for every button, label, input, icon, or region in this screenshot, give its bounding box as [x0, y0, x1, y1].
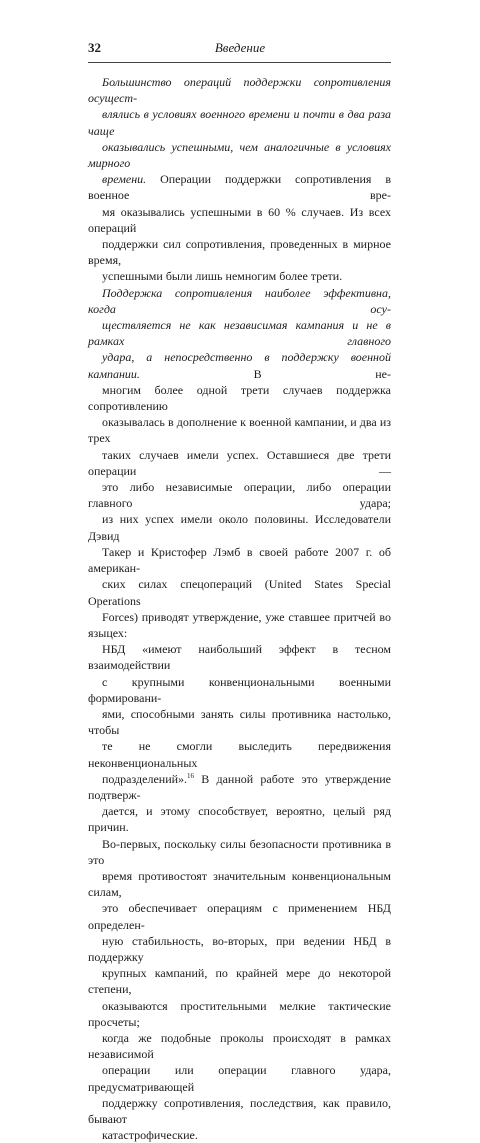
footnote-marker: 16	[187, 771, 195, 780]
text-line: оказывались успешными, чем аналогичные в условиях мирного	[88, 139, 391, 171]
text-span: В не-	[139, 366, 391, 381]
text-line: мя оказывались успешными в 60 % случаев. Из всех операций	[88, 204, 391, 235]
text-span: Операции поддержки сопротивления в военное вре-	[88, 172, 391, 203]
paragraph-2	[88, 285, 391, 1143]
text-span: В данной работе это утверждение подтверж-	[88, 771, 391, 802]
text-line: многим более одной трети случаев поддержка сопротивлению	[88, 382, 391, 414]
text-line: ществляется не как независимая кампания и не в рамках главного	[88, 318, 391, 349]
text-line: Поддержка сопротивления наиболее эффективна, когда осу-	[88, 285, 391, 316]
text-line: это обеспечивает операциям с применением НБД определен-	[88, 901, 391, 932]
header-rule	[88, 62, 391, 63]
running-title: Введение	[214, 40, 266, 55]
text-line: НБД «имеют наибольший эффект в тесном взаимодействии	[88, 642, 391, 673]
text-line: с крупными конвенциональными военными формировани-	[88, 674, 391, 705]
text-span: подразделений».	[102, 771, 188, 786]
text-line: катастрофические.	[102, 1128, 198, 1143]
text-line: те не смогли выследить передвижения неконвенциональных	[88, 739, 391, 770]
text-line	[88, 171, 391, 203]
text-line: ную стабильность, во-вторых, при ведении НБД в поддержку	[88, 933, 391, 964]
text-line: оказывалась в дополнение к военной кампании, и два из трех	[88, 415, 391, 446]
body-text	[88, 74, 391, 1143]
text-line: из них успех имели около половины. Исследователи Дэвид	[88, 512, 391, 543]
text-line: дается, и этому способствует, вероятно, целый ряд причин.	[88, 804, 391, 835]
emphasis-text: времени.	[102, 172, 147, 187]
text-line: ями, способными занять силы противника настолько, чтобы	[88, 706, 391, 738]
text-line: время противостоят значительным конвенциональным силам,	[88, 868, 391, 900]
text-line	[88, 771, 391, 803]
text-line: ских силах спецопераций (United States Special Operations	[88, 577, 391, 608]
text-line: таких случаев имели успех. Оставшиеся две трети операции —	[88, 447, 391, 478]
paragraph-1	[88, 74, 391, 285]
text-line: операции или операции главного удара, предусматривающей	[88, 1063, 391, 1094]
text-line: крупных кампаний, по крайней мере до некоторой степени,	[88, 966, 391, 997]
text-line: поддержку сопротивления, последствия, как правило, бывают	[88, 1095, 391, 1126]
emphasis-text: удара, а непосредственно в поддержку военной кампании.	[88, 350, 391, 381]
text-line: когда же подобные проколы происходят в рамках независимой	[88, 1030, 391, 1062]
text-line: Forces) приводят утверждение, уже ставшее притчей во языцех:	[88, 609, 391, 640]
page-number: 32	[88, 40, 101, 55]
text-line: оказываются простительными мелкие тактические просчеты;	[88, 998, 391, 1029]
text-line: Такер и Кристофер Лэмб в своей работе 2007 г. об американ-	[88, 544, 391, 576]
text-line: успешными были лишь немногим более трети.	[102, 269, 343, 284]
text-line: влялись в условиях военного времени и почти в два раза чаще	[88, 107, 391, 138]
text-line: это либо независимые операции, либо операции главного удара;	[88, 480, 391, 511]
text-line: поддержки сил сопротивления, проведенных в мирное время,	[88, 237, 391, 268]
text-line	[88, 349, 391, 381]
text-line: Во-первых, поскольку силы безопасности противника в это	[88, 836, 391, 867]
text-line: Большинство операций поддержки сопротивления осущест-	[88, 75, 391, 106]
